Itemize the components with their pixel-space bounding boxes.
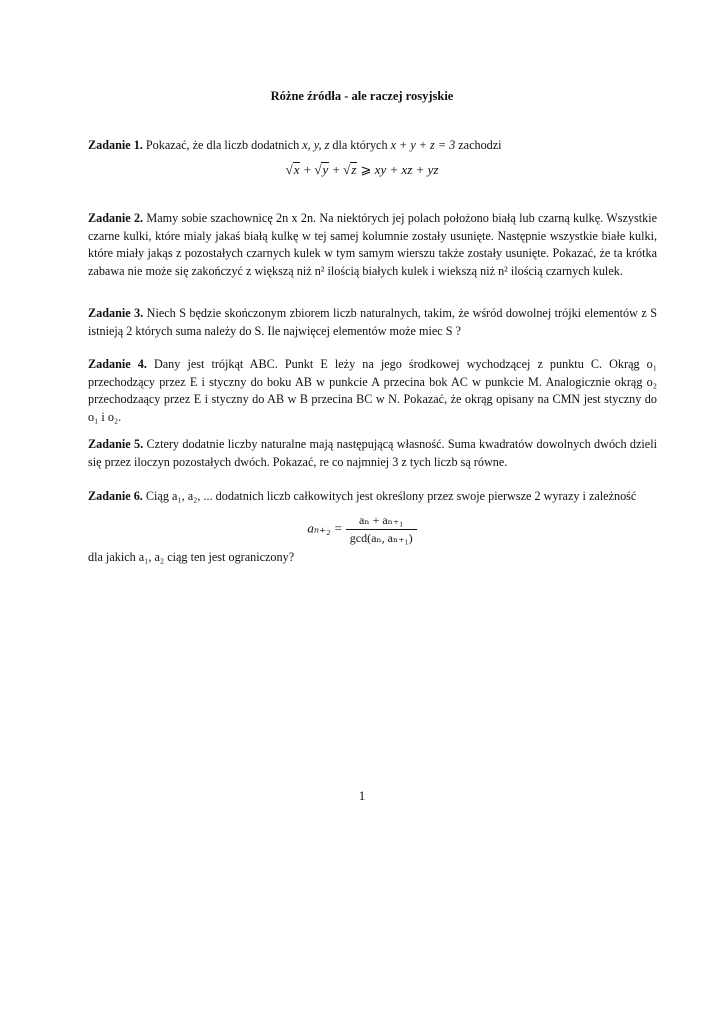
problem-1 bbox=[88, 137, 657, 155]
fraction bbox=[346, 513, 417, 546]
problem-6 bbox=[88, 488, 657, 506]
problem-text: Cztery dodatnie liczby naturalne mają następującą własność. Suma kwadratów dowolnych dwóch dzieli się przez iloczyn pozostałych dwóch. Pokazać, re co najmniej 3 z tych liczb są równe. bbox=[88, 437, 657, 469]
equation-6 bbox=[0, 513, 724, 546]
equation-rhs: xy + xz + yz bbox=[374, 162, 439, 177]
equation-lhs: aₙ₊₂ = bbox=[307, 520, 343, 536]
problem-text: dla jakich a₁, a₂ ciąg ten jest ograniczony? bbox=[88, 550, 295, 564]
problem-text: dla których bbox=[329, 138, 391, 152]
problem-text: Niech S będzie skończonym zbiorem liczb naturalnych, takim, że wśród dowolnej trójki elementów z S istnieją 2 których suma należy do S. Ile najwięcej elementów może miec S ? bbox=[88, 306, 657, 338]
problem-4 bbox=[88, 356, 657, 426]
problem-text: Pokazać, że dla liczb dodatnich bbox=[142, 138, 303, 152]
problem-text: Dany jest trójkąt ABC. Punkt E leży na jego środkowej wychodzącej z punktu C. Okrąg o₁ przechodzący przez E i styczny do boku AB w punkcie A przecina bok AC w punkcie M. Analogicznie okrąg o₂ przechodzaący przez E i styczny do AB w B przecina BC w N. Pokazać, że okrąg opisany na CMN jest styczny do o₁ i o₂. bbox=[88, 357, 657, 424]
problem-6-tail bbox=[88, 549, 657, 567]
problem-text: Ciąg a₁, a₂, ... dodatnich liczb całkowitych jest określony przez swoje pierwsze 2 wyrazy i zależność bbox=[142, 489, 637, 503]
problem-text: zachodzi bbox=[455, 138, 502, 152]
problem-label: Zadanie 5. bbox=[88, 437, 144, 451]
problem-5 bbox=[88, 436, 657, 471]
math-vars: x, y, z bbox=[302, 138, 330, 152]
problem-label: Zadanie 6. bbox=[88, 489, 143, 503]
page-title: Różne źródła - ale raczej rosyjskie bbox=[270, 89, 454, 103]
problem-3 bbox=[88, 305, 657, 340]
math-condition: x + y + z = 3 bbox=[390, 138, 456, 152]
fraction-denominator: gcd(aₙ, aₙ₊₁) bbox=[349, 531, 413, 545]
problem-2 bbox=[88, 210, 657, 280]
problem-text: Mamy sobie szachownicę 2n x 2n. Na niektórych jej polach położono białą lub czarną kulkę. Wszystkie czarne kulki, które mialy jakaś białą kulkę w tej samej kolumnie zostały usunięte. Następnie wszystkie białe kulki, które miały jakąs z pozostałych czarnych kulek w tym samym wierszu także zostały usunięte. Pokazać, że ta krótka zabawa nie może się zakończyć z większą niż n² ilością białych kulek i wiekszą niż n² ilością czarnych kulek. bbox=[88, 211, 657, 278]
problem-label: Zadanie 1. bbox=[88, 138, 143, 152]
problem-label: Zadanie 2. bbox=[88, 211, 144, 225]
page-number: 1 bbox=[358, 789, 366, 803]
problem-label: Zadanie 3. bbox=[88, 306, 144, 320]
equation-1: √x + √y + √z ⩾ xy + xz + yz bbox=[285, 162, 439, 177]
fraction-numerator: aₙ + aₙ₊₁ bbox=[346, 513, 417, 530]
problem-label: Zadanie 4. bbox=[88, 357, 147, 371]
